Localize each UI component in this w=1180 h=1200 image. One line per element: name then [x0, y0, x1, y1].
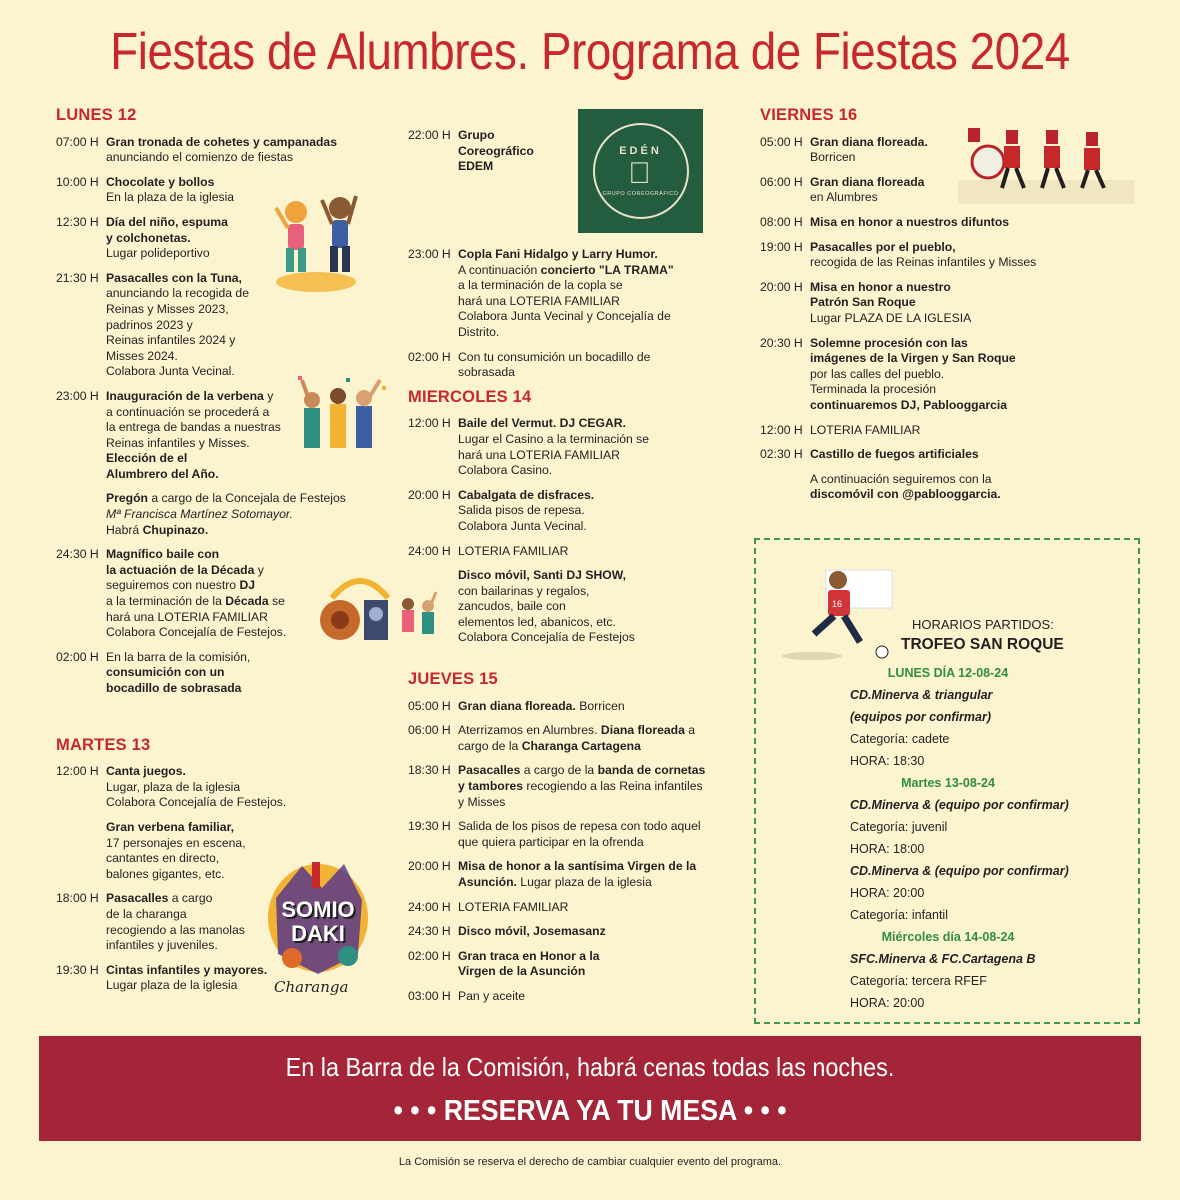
event-time: 05:00 H — [408, 698, 451, 713]
event-item — [56, 764, 376, 811]
event-title: Gran diana floreada. — [458, 698, 576, 713]
event-item — [56, 650, 376, 697]
event-detail: Lugar polideportivo — [106, 246, 210, 261]
event-time: 24:00 H — [408, 899, 451, 914]
event-detail: a cargo de la Concejala de Festejos — [147, 491, 346, 506]
event-detail: Mª Francisca Martínez Sotomayor. — [106, 507, 293, 522]
event-title: Elección de el — [106, 451, 188, 466]
event-title: Pasacalles — [106, 891, 169, 906]
event-title: Coreográfico — [458, 143, 534, 158]
event-detail: Lugar plaza de la iglesia — [516, 875, 652, 889]
event-item — [408, 416, 738, 478]
event-detail: seguiremos con nuestro — [106, 578, 240, 593]
shirt-number: 16 — [832, 599, 843, 609]
event-detail: y — [263, 388, 274, 403]
event-title: Disco móvil, Santi DJ SHOW, — [458, 568, 626, 583]
event-title: concierto "LA TRAMA" — [540, 262, 674, 277]
event-detail: Colabora Junta Vecinal. — [106, 364, 235, 379]
event-time: 10:00 H — [56, 174, 99, 189]
event-title: Misa de honor a la santísima Virgen de la — [458, 859, 697, 874]
event-title: Pasacalles — [458, 763, 521, 778]
event-detail: balones gigantes, etc. — [106, 866, 225, 881]
event-item — [408, 819, 738, 850]
event-item — [408, 949, 738, 980]
event-detail: anunciando el comienzo de fiestas — [106, 150, 293, 165]
event-detail: a — [684, 723, 696, 738]
event-time: 18:30 H — [408, 763, 451, 778]
somio-daki-charanga-logo — [262, 858, 374, 1008]
event-item — [408, 350, 738, 381]
event-time: 12:00 H — [56, 764, 99, 779]
event-note — [106, 491, 376, 538]
event-item — [408, 900, 738, 916]
matches-schedule-box — [754, 538, 1140, 1024]
event-title: Patrón San Roque — [810, 295, 916, 310]
event-time: 12:30 H — [56, 214, 99, 229]
event-item — [760, 423, 1140, 439]
event-item — [408, 723, 738, 754]
event-time: 23:00 H — [56, 388, 99, 403]
event-time: 23:00 H — [408, 247, 451, 261]
eden-logo — [578, 109, 703, 233]
event-detail: a la terminación de la copla se — [458, 278, 623, 293]
event-title: y colchonetas. — [106, 230, 191, 245]
event-detail: LOTERIA FAMILIAR — [458, 543, 569, 558]
event-title: Solemne procesión con las — [810, 335, 968, 350]
event-item — [760, 336, 1140, 414]
match-category: Categoría: juvenil — [850, 820, 948, 834]
event-detail: zancudos, baile con — [458, 599, 566, 614]
match-teams: CD.Minerva & (equipo por confirmar) — [850, 864, 1069, 878]
event-detail: a cargo de la — [520, 763, 598, 778]
event-detail: Borricen — [810, 150, 856, 165]
event-detail: infantiles y juveniles. — [106, 938, 218, 953]
match-category: Categoría: infantil — [850, 908, 948, 922]
event-item — [760, 280, 1140, 327]
event-detail: padrinos 2023 y — [106, 317, 193, 332]
event-detail: por las calles del pueblo. — [810, 366, 945, 381]
event-title: Diana floreada — [600, 723, 685, 738]
event-detail: recogiendo a las manolas — [106, 922, 245, 937]
event-detail: y Misses — [458, 794, 506, 809]
day-heading-jueves: JUEVES 15 — [408, 670, 498, 689]
event-title: continuaremos DJ, Pablooggarcia — [810, 397, 1008, 412]
logo-text: SOMIO — [281, 897, 355, 922]
event-item — [56, 135, 376, 166]
reservation-banner — [39, 1036, 1141, 1141]
event-title: Día del niño, espuma — [106, 214, 228, 229]
event-title: Alumbrero del Año. — [106, 466, 219, 481]
event-time: 19:00 H — [760, 239, 803, 254]
event-title: Charanga Cartagena — [521, 738, 641, 753]
event-detail: Pan y aceite — [458, 988, 526, 1003]
event-detail: En la barra de la comisión, — [106, 649, 251, 664]
event-detail: Reinas y Misses 2023, — [106, 301, 229, 316]
footer-note: La Comisión se reserva el derecho de cambiar cualquier evento del programa. — [398, 1156, 782, 1168]
event-detail: y — [254, 562, 264, 577]
event-detail: Con tu consumición un bocadillo de — [458, 349, 651, 364]
event-title: EDEM — [458, 159, 494, 174]
event-time: 02:00 H — [56, 649, 99, 664]
event-title: Gran tronada de cohetes y campanadas — [106, 134, 337, 149]
event-note — [810, 472, 1140, 503]
event-item — [408, 924, 738, 940]
event-time: 21:30 H — [56, 270, 99, 285]
event-detail: hará una LOTERIA FAMILIAR — [458, 447, 620, 462]
event-title: Pasacalles por el pueblo, — [810, 239, 956, 254]
event-item — [760, 240, 1140, 271]
event-title: Disco móvil, Josemasanz — [458, 924, 606, 939]
event-detail: Lugar el Casino a la terminación se — [458, 431, 650, 446]
event-item — [408, 544, 738, 560]
day-heading-lunes: LUNES 12 — [56, 106, 137, 124]
event-title: Grupo — [458, 128, 495, 142]
event-time: 07:00 H — [56, 134, 99, 149]
event-title: la actuación de la Década — [106, 562, 255, 577]
event-detail: Salida pisos de repesa. — [458, 503, 585, 518]
event-title: Gran verbena familiar, — [106, 819, 235, 834]
event-time: 20:00 H — [408, 859, 451, 874]
event-item — [408, 699, 738, 715]
column-middle — [408, 128, 738, 1014]
kids-jumping-illustration — [268, 182, 368, 294]
event-item — [408, 488, 738, 535]
event-detail: Reinas infantiles y Misses. — [106, 435, 250, 450]
logo-text: EDÉN — [619, 145, 662, 157]
event-item — [408, 247, 738, 341]
event-title: discomóvil con @pablooggarcia. — [810, 487, 1001, 502]
event-title: Chupinazo. — [142, 522, 209, 537]
event-title: banda de cornetas — [597, 763, 706, 778]
event-detail: la entrega de bandas a nuestras — [106, 420, 281, 435]
day-heading-viernes: VIERNES 16 — [760, 106, 858, 124]
day-heading-martes: MARTES 13 — [56, 735, 151, 754]
match-teams: CD.Minerva & triangular — [850, 688, 993, 702]
event-detail: Colabora Casino. — [458, 463, 553, 478]
event-detail: Distrito. — [458, 324, 500, 339]
event-detail: a cargo — [168, 891, 213, 906]
event-title: Magnífico baile con — [106, 547, 220, 562]
event-title: Misa en honor a nuestros difuntos — [810, 214, 1010, 229]
event-detail: en Alumbres — [810, 190, 878, 205]
event-title: Copla Fani Hidalgo y Larry Humor. — [458, 247, 658, 261]
event-time: 03:00 H — [408, 988, 451, 1003]
event-time: 08:00 H — [760, 214, 803, 229]
event-detail: hará una LOTERIA FAMILIAR — [458, 293, 620, 308]
event-title: Asunción. — [458, 875, 517, 889]
event-detail: Misses 2024. — [106, 348, 178, 363]
event-time: 06:00 H — [408, 723, 451, 738]
event-detail: Colabora Concejalía de Festejos. — [106, 625, 287, 640]
event-title: consumición con un — [106, 665, 225, 680]
event-detail: Colabora Concejalía de Festejos. — [106, 795, 287, 810]
event-title: Pasacalles con la Tuna, — [106, 270, 242, 285]
event-detail: A continuación — [458, 262, 541, 277]
event-detail: Reinas infantiles 2024 y — [106, 333, 236, 348]
logo-subtext: GRUPO COREOGRÁFICO — [602, 174, 679, 180]
event-detail: anunciando la recogida de — [106, 286, 249, 301]
event-detail: LOTERIA FAMILIAR — [810, 422, 921, 437]
event-detail: elementos led, abanicos, etc. — [458, 614, 616, 629]
match-time: HORA: 18:30 — [850, 754, 925, 768]
match-day: LUNES DÍA 12-08-24 — [887, 666, 1009, 680]
event-time: 24:30 H — [56, 547, 99, 562]
page-title: Fiestas de Alumbres. Programa de Fiestas 2024 — [110, 23, 1070, 81]
event-detail: cantantes en directo, — [106, 851, 220, 866]
event-detail: recogiendo a las Reina infantiles — [523, 779, 703, 794]
event-time: 12:00 H — [408, 416, 451, 431]
event-item — [408, 989, 738, 1005]
marching-band-illustration — [958, 122, 1134, 206]
event-time: 02:30 H — [760, 447, 803, 462]
party-crowd-illustration — [292, 374, 392, 460]
banner-text: En la Barra de la Comisión, habrá cenas todas las noches. — [285, 1052, 895, 1082]
logo-text: DAKI — [291, 921, 345, 946]
event-title: Gran diana floreada — [810, 174, 925, 189]
matches-title: TROFEO SAN ROQUE — [901, 636, 1064, 653]
event-detail: 17 personajes en escena, — [106, 835, 246, 850]
event-detail: hará una LOTERIA FAMILIAR — [106, 609, 268, 624]
event-time: 06:00 H — [760, 174, 803, 189]
event-detail: sobrasada — [458, 365, 515, 380]
event-time: 02:00 H — [408, 948, 451, 963]
match-time: HORA: 18:00 — [850, 842, 925, 856]
event-detail: a la terminación de la — [106, 594, 226, 609]
event-detail: Colabora Concejalía de Festejos — [458, 630, 635, 645]
event-title: Castillo de fuegos artificiales — [810, 447, 979, 462]
event-detail: Aterrizamos en Alumbres. — [458, 723, 601, 738]
event-detail: se — [268, 594, 285, 609]
event-time: 20:00 H — [408, 487, 451, 502]
event-detail: LOTERIA FAMILIAR — [458, 899, 569, 914]
event-title: Década — [225, 594, 269, 609]
event-time: 24:30 H — [408, 924, 451, 939]
match-time: HORA: 20:00 — [850, 996, 925, 1010]
event-time: 20:00 H — [760, 279, 803, 294]
event-time: 22:00 H — [408, 128, 451, 142]
event-detail: Lugar plaza de la iglesia — [106, 978, 238, 993]
event-title: imágenes de la Virgen y San Roque — [810, 351, 1016, 366]
event-title: Cabalgata de disfraces. — [458, 487, 595, 502]
event-detail: Colabora Junta Vecinal y Concejalía de — [458, 309, 671, 324]
apple-icon — [628, 157, 653, 191]
event-detail: a continuación se procederá a — [106, 404, 270, 419]
event-time: 19:30 H — [408, 819, 451, 834]
soccer-player-illustration — [772, 564, 896, 664]
banner-cta: • • • RESERVA YA TU MESA • • • — [393, 1095, 787, 1127]
event-title: y tambores — [458, 779, 524, 794]
event-title: Virgen de la Asunción — [458, 964, 586, 979]
event-title: Cintas infantiles y mayores. — [106, 962, 268, 977]
match-teams: (equipos por confirmar) — [850, 710, 991, 724]
event-note — [458, 568, 738, 646]
event-item — [408, 859, 738, 890]
event-detail: recogida de las Reinas infantiles y Misses — [810, 255, 1037, 270]
match-teams: SFC.Minerva & FC.Cartagena B — [850, 952, 1036, 966]
event-item — [760, 447, 1140, 463]
event-title: DJ — [239, 578, 256, 593]
event-detail: Lugar PLAZA DE LA IGLESIA — [810, 310, 972, 325]
event-time: 20:30 H — [760, 335, 803, 350]
match-category: Categoría: tercera RFEF — [850, 974, 987, 988]
match-teams: CD.Minerva & (equipo por confirmar) — [850, 798, 1069, 812]
event-time: 19:30 H — [56, 962, 99, 977]
event-detail: Habrá — [106, 522, 143, 537]
match-day: Miércoles día 14-08-24 — [881, 930, 1015, 944]
day-heading-miercoles: MIERCOLES 14 — [408, 387, 532, 406]
match-category: Categoría: cadete — [850, 732, 950, 746]
event-title: Baile del Vermut. DJ CEGAR. — [458, 416, 626, 431]
event-time: 18:00 H — [56, 891, 99, 906]
event-detail: Terminada la procesión — [810, 382, 937, 397]
event-detail: Colabora Junta Vecinal. — [458, 518, 587, 533]
event-time: 12:00 H — [760, 422, 803, 437]
event-title: Gran diana floreada. — [810, 134, 928, 149]
event-time: 02:00 H — [408, 349, 451, 364]
event-title: Pregón — [106, 491, 148, 506]
event-time: 05:00 H — [760, 134, 803, 149]
event-item — [760, 215, 1140, 231]
event-title: Misa en honor a nuestro — [810, 279, 951, 294]
event-item — [408, 763, 738, 810]
event-title: Gran traca en Honor a la — [458, 948, 600, 963]
event-detail: Borricen — [575, 698, 625, 713]
event-detail: con bailarinas y regalos, — [458, 583, 590, 598]
event-detail: que quiera participar en la ofrenda — [458, 834, 644, 849]
event-detail: En la plaza de la iglesia — [106, 190, 235, 205]
event-title: bocadillo de sobrasada — [106, 681, 242, 695]
event-detail: A continuación seguiremos con la — [810, 471, 992, 486]
matches-heading: HORARIOS PARTIDOS: — [912, 617, 1054, 632]
match-day: Martes 13-08-24 — [901, 776, 995, 790]
logo-script: Charanga — [274, 978, 349, 996]
event-title: Inauguración de la verbena — [106, 388, 264, 403]
event-time: 24:00 H — [408, 543, 451, 558]
event-title: Chocolate y bollos — [106, 174, 215, 189]
event-detail: cargo de la — [458, 738, 522, 753]
event-detail: de la charanga — [106, 906, 187, 921]
event-detail: Lugar, plaza de la iglesia — [106, 779, 241, 794]
match-time: HORA: 20:00 — [850, 886, 925, 900]
event-detail: Salida de los pisos de repesa con todo aquel — [458, 819, 701, 834]
event-title: Canta juegos. — [106, 764, 186, 779]
